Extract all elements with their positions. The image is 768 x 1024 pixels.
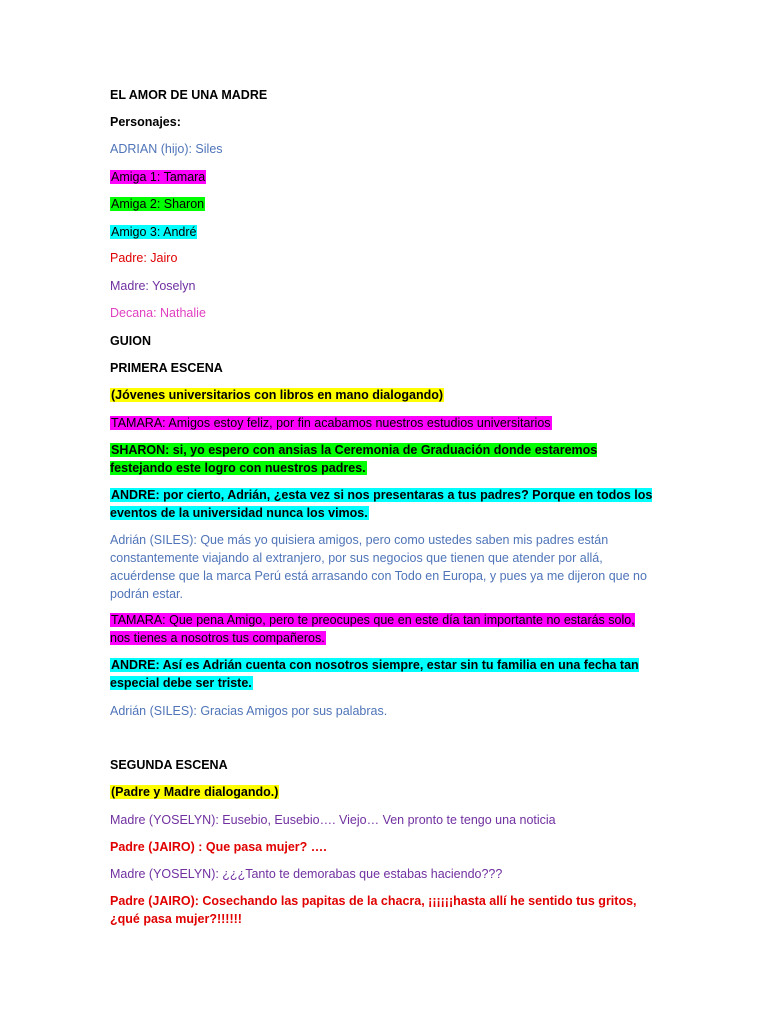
scene2-heading: SEGUNDA ESCENA <box>110 758 228 772</box>
character-amigo-3-text: Amigo 3: André <box>111 225 197 239</box>
dialogue-sharon-text: SHARON: si, yo espero con ansias la Ceremonia de Graduación donde estaremos festejando este logro con nuestros padres. <box>110 443 598 475</box>
dialogue-adrian-1: Adrián (SILES): Que más yo quisiera amigos, pero como ustedes saben mis padres están constantemente viajando al extranjero, por sus negocios que tienen que atender por allá, acuérdense que la marca Perú está arrasando con Todo en Europa, y pues ya me dijeron que no podrán estar. <box>110 533 647 601</box>
character-amiga-1 <box>110 168 206 186</box>
dialogue-madre-1: Madre (YOSELYN): Eusebio, Eusebio…. Viejo… Ven pronto te tengo una noticia <box>110 813 556 827</box>
character-decana: Decana: Nathalie <box>110 306 206 320</box>
scene1-heading: PRIMERA ESCENA <box>110 361 223 375</box>
scene1-stage-direction <box>110 386 444 404</box>
character-madre: Madre: Yoselyn <box>110 279 196 293</box>
dialogue-tamara-1-text: TAMARA: Amigos estoy feliz, por fin acabamos nuestros estudios universitarios <box>111 416 551 430</box>
personajes-label: Personajes: <box>110 115 181 129</box>
dialogue-sharon <box>110 441 655 477</box>
character-amigo-3 <box>110 223 197 241</box>
dialogue-madre-2: Madre (YOSELYN): ¿¿¿Tanto te demorabas que estabas haciendo??? <box>110 867 503 881</box>
dialogue-tamara-2-text: TAMARA: Que pena Amigo, pero te preocupes que en este día tan importante no estarás solo, nos tienes a nosotros tus compañeros. <box>110 613 635 645</box>
dialogue-tamara-1 <box>110 414 552 432</box>
guion-label: GUION <box>110 334 151 348</box>
dialogue-tamara-2 <box>110 611 655 647</box>
document-title: EL AMOR DE UNA MADRE <box>110 88 268 102</box>
scene1-stage-text: (Jóvenes universitarios con libros en mano dialogando) <box>111 388 444 402</box>
dialogue-padre-2: Padre (JAIRO): Cosechando las papitas de la chacra, ¡¡¡¡¡¡hasta allí he sentido tus gritos, ¿qué pasa mujer?!!!!!! <box>110 894 637 926</box>
dialogue-andre-1 <box>110 486 655 522</box>
character-adrian: ADRIAN (hijo): Siles <box>110 142 223 156</box>
character-padre: Padre: Jairo <box>110 251 178 265</box>
scene2-stage-text: (Padre y Madre dialogando.) <box>111 785 279 799</box>
character-amiga-2-text: Amiga 2: Sharon <box>111 197 205 211</box>
scene2-stage-direction <box>110 783 279 801</box>
dialogue-adrian-2: Adrián (SILES): Gracias Amigos por sus palabras. <box>110 704 388 718</box>
character-amiga-2 <box>110 195 205 213</box>
dialogue-andre-2-text: ANDRE: Así es Adrián cuenta con nosotros siempre, estar sin tu familia en una fecha tan especial debe ser triste. <box>110 658 639 690</box>
dialogue-andre-1-text: ANDRE: por cierto, Adrián, ¿esta vez si nos presentaras a tus padres? Porque en todos los eventos de la universidad nunca los vimos. <box>110 488 653 520</box>
dialogue-andre-2 <box>110 656 655 692</box>
character-amiga-1-text: Amiga 1: Tamara <box>111 170 206 184</box>
dialogue-padre-1: Padre (JAIRO) : Que pasa mujer? …. <box>110 840 327 854</box>
